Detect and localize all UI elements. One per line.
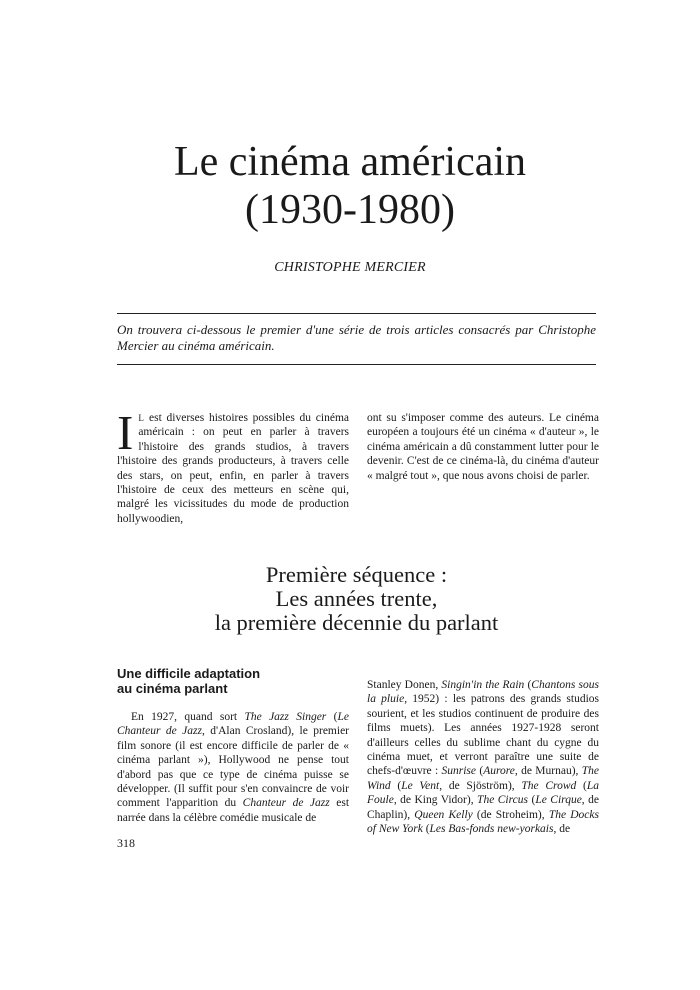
subsection-heading	[117, 666, 349, 696]
film-title: Chanteur de Jazz	[242, 797, 330, 810]
section-heading-line-3: la première décennie du parlant	[214, 610, 499, 635]
text-run: Stanley Donen,	[367, 679, 442, 691]
film-title: The Circus	[477, 794, 529, 807]
film-title: Les Bas-fonds new-yorkais	[429, 823, 554, 836]
text-run: , d'Alan Crosland), le premier film sonore (il est encore difficile de parler de « cinéma parlant »), Hollywood ne pense tout d'abord pas que ce type de cinéma puisse se développer. (Il suffit pour s'en convaincre de voir comment l'apparition du	[117, 725, 350, 810]
text-run: (	[476, 765, 484, 778]
opening-column-left	[117, 405, 349, 526]
author-name: CHRISTOPHE MERCIER	[274, 260, 426, 275]
body-paragraph-left	[117, 710, 349, 825]
film-title: Le Cirque	[535, 794, 582, 807]
opening-left-text: est diverses histoires possibles du cinéma américain : on peut en parler à travers l'histoire des grands studios, à travers l'histoire des grands producteurs, à travers celle des stars, on peut, enfin, en parler à travers l'histoire de ceux des metteurs en scène qui, malgré les vicissitudes du mode de production hollywoodien,	[117, 412, 349, 525]
opening-smallcaps: L	[138, 413, 145, 423]
film-title: Singin'in the Rain	[441, 679, 525, 691]
film-title: The Jazz Singer	[244, 711, 327, 723]
section-heading	[117, 563, 596, 635]
film-title: Le Chanteur de Jazz	[117, 711, 349, 738]
text-run: En 1927, quand sort	[131, 711, 245, 723]
film-title: Queen Kelly	[414, 808, 473, 821]
article-title	[0, 138, 700, 234]
text-run: (	[326, 711, 338, 723]
text-run: , de Murnau),	[514, 765, 582, 778]
subsection-heading-line-2: au cinéma parlant	[117, 681, 228, 696]
body-column-right	[367, 678, 599, 836]
text-run: est narrée dans la célèbre comédie musicale de	[117, 797, 350, 824]
film-title: Le Vent	[401, 779, 440, 792]
section-heading-line-2: Les années trente,	[275, 586, 438, 611]
film-title: Aurore	[483, 765, 515, 778]
intro-top-rule	[117, 313, 596, 314]
opening-paragraph	[117, 405, 349, 526]
section-heading-line-1: Première séquence :	[265, 562, 448, 587]
subsection-heading-line-1: Une difficile adaptation	[117, 666, 261, 681]
body-column-left	[117, 710, 349, 825]
film-title: La Foule	[367, 779, 599, 807]
film-title: Chantons sous la pluie	[367, 679, 599, 706]
text-run: (	[524, 679, 532, 691]
drop-cap: I	[117, 405, 134, 460]
title-line-1: Le cinéma américain	[173, 139, 527, 185]
opening-right-text: ont su s'imposer comme des auteurs. Le cinéma européen a toujours été un cinéma « d'auteur », le cinéma américain a dû constamment lutter pour le devenir. C'est de ce cinéma-là, du cinéma d'auteur « malgré tout », que nous avons choisi de parler.	[367, 412, 599, 482]
text-run: , de King Vidor),	[393, 794, 478, 807]
film-title: Sunrise	[441, 765, 477, 778]
intro-bottom-rule	[117, 364, 596, 365]
body-paragraph-right	[367, 678, 599, 836]
title-line-2: (1930-1980)	[245, 187, 455, 233]
text-run: , de Chaplin),	[367, 794, 599, 821]
intro-paragraph: On trouvera ci-dessous le premier d'une série de trois articles consacrés par Christophe Mercier au cinéma américain.	[117, 322, 596, 353]
text-run: , de Sjöström),	[439, 779, 522, 792]
film-title: The Crowd	[521, 779, 577, 792]
film-title: The Wind	[367, 765, 599, 792]
text-run: (	[422, 823, 430, 836]
text-run: , 1952) : les patrons des grands studios sourient, et les studios continuent de produire des films muets). Les années 1927-1928 seront d'ailleurs celles du sublime chant du cygne du cinéma muet, et verront paraître une suite de chefs-d'œuvre :	[367, 693, 599, 778]
text-run: (de Stroheim),	[472, 808, 549, 821]
text-run: , de	[553, 823, 571, 836]
text-run: (	[576, 779, 587, 792]
text-run: (	[390, 779, 402, 792]
opening-column-right	[367, 411, 599, 483]
page-number: 318	[117, 836, 135, 850]
film-title: The Docks of New York	[367, 808, 599, 836]
text-run: (	[528, 794, 536, 807]
